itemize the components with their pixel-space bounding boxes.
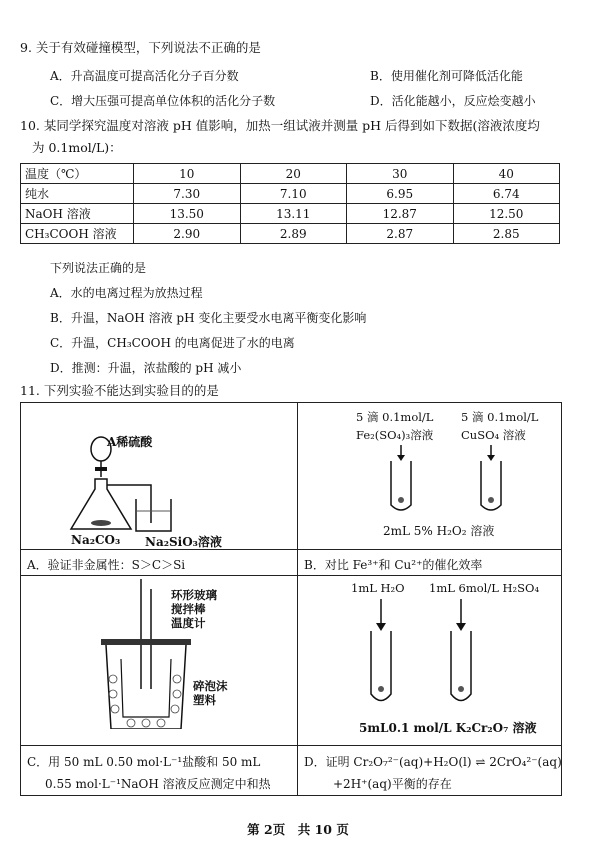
- q10-option-d: D．推测：升温，浓盐酸的 pH 减小: [50, 361, 242, 375]
- table-cell: 2.89: [240, 224, 347, 244]
- foam-label-2: 塑料: [193, 693, 216, 707]
- q10-data-table: [20, 163, 560, 244]
- q9-option-c: C．增大压强可提高单位体积的活化分子数: [50, 94, 276, 108]
- q10-option-a: A．水的电离过程为放热过程: [50, 286, 203, 300]
- option-b-caption: B．对比 Fe³⁺和 Cu²⁺的催化效率: [304, 558, 483, 572]
- apparatus-d-diagram: [361, 599, 481, 709]
- d-left-label: 1mL H₂O: [351, 581, 405, 595]
- b-left-label-2: Fe₂(SO₄)₃溶液: [356, 428, 434, 442]
- table-cell: 6.95: [347, 184, 454, 204]
- beaker-label: Na₂SiO₃溶液: [145, 535, 222, 549]
- q11-options-grid: [20, 402, 562, 796]
- q10-option-c: C．升温，CH₃COOH 的电离促进了水的电离: [50, 336, 295, 350]
- d-bottom-label: 5mL0.1 mol/L K₂Cr₂O₇ 溶液: [359, 721, 537, 735]
- table-row: [21, 224, 560, 244]
- table-cell: 13.50: [134, 204, 241, 224]
- option-c-caption-1: C．用 50 mL 0.50 mol·L⁻¹盐酸和 50 mL: [27, 755, 261, 769]
- table-header-row: [21, 164, 560, 184]
- q10-stem-line2: 为 0.1mol/L)：: [32, 140, 122, 155]
- grid-divider: [21, 745, 561, 746]
- q9-option-b: B．使用催化剂可降低活化能: [370, 69, 523, 83]
- q10-stem-line1: 10. 某同学探究温度对溶液 pH 值影响，加热一组试液并测量 pH 后得到如下数据(溶液浓度均: [20, 118, 540, 133]
- table-cell: 12.87: [347, 204, 454, 224]
- page-footer: 第 2页 共 10 页: [247, 822, 349, 837]
- b-right-label-2: CuSO₄ 溶液: [461, 428, 526, 442]
- table-cell: CH₃COOH 溶液: [21, 224, 134, 244]
- grid-divider: [21, 575, 561, 576]
- table-cell: 纯水: [21, 184, 134, 204]
- stirrer-label-1: 环形玻璃: [171, 588, 217, 602]
- table-row: [21, 184, 560, 204]
- q9-option-a: A．升高温度可提高活化分子百分数: [50, 69, 239, 83]
- q10-option-b: B．升温，NaOH 溶液 pH 变化主要受水电离平衡变化影响: [50, 311, 367, 325]
- apparatus-b-diagram: [381, 445, 521, 515]
- q9-stem: 9. 关于有效碰撞模型，下列说法不正确的是: [20, 40, 261, 55]
- table-cell: 40: [453, 164, 560, 184]
- q9-option-d: D．活化能越小，反应烩变越小: [370, 94, 536, 108]
- option-d-caption-2: +2H⁺(aq)平衡的存在: [333, 777, 452, 791]
- table-cell: 10: [134, 164, 241, 184]
- table-cell: 2.87: [347, 224, 454, 244]
- flask-label: Na₂CO₃: [71, 533, 121, 547]
- b-left-label-1: 5 滴 0.1mol/L: [356, 410, 434, 424]
- table-cell: 2.90: [134, 224, 241, 244]
- q10-prompt: 下列说法正确的是: [50, 261, 147, 275]
- grid-divider-vertical: [297, 403, 298, 795]
- table-cell: 12.50: [453, 204, 560, 224]
- option-d-caption-1: D．证明 Cr₂O₇²⁻(aq)+H₂O(l) ⇌ 2CrO₄²⁻(aq): [304, 755, 562, 769]
- acid-label: A稀硫酸: [107, 435, 153, 449]
- q11-stem: 11. 下列实验不能达到实验目的的是: [20, 383, 219, 398]
- option-c-caption-2: 0.55 mol·L⁻¹NaOH 溶液反应测定中和热: [45, 777, 271, 791]
- grid-divider: [21, 549, 561, 550]
- table-cell: 30: [347, 164, 454, 184]
- stirrer-label-2: 搅拌棒: [171, 602, 206, 616]
- b-right-label-1: 5 滴 0.1mol/L: [461, 410, 539, 424]
- b-bottom-label: 2mL 5% H₂O₂ 溶液: [383, 524, 495, 538]
- d-right-label: 1mL 6mol/L H₂SO₄: [429, 581, 540, 595]
- foam-label-1: 碎泡沫: [193, 679, 228, 693]
- table-cell: 温度（℃）: [21, 164, 134, 184]
- table-cell: 20: [240, 164, 347, 184]
- table-cell: 7.30: [134, 184, 241, 204]
- table-cell: 2.85: [453, 224, 560, 244]
- table-row: [21, 204, 560, 224]
- table-cell: NaOH 溶液: [21, 204, 134, 224]
- thermometer-label: 温度计: [171, 616, 206, 630]
- apparatus-a-diagram: [61, 429, 261, 547]
- table-cell: 13.11: [240, 204, 347, 224]
- table-cell: 7.10: [240, 184, 347, 204]
- option-a-caption: A．验证非金属性：S＞C＞Si: [27, 558, 186, 572]
- table-cell: 6.74: [453, 184, 560, 204]
